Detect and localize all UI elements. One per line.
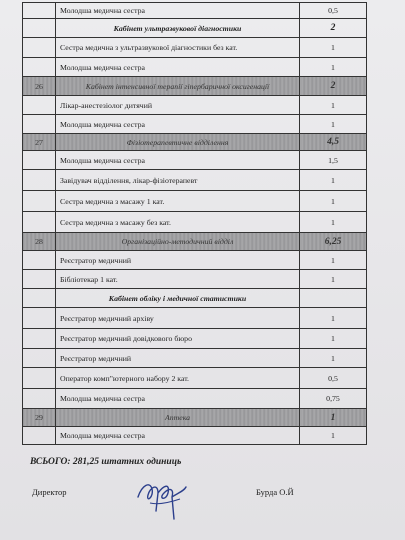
- row-quantity: 0,75: [300, 389, 367, 409]
- section-row: [23, 233, 367, 251]
- row-quantity: 1: [300, 329, 367, 349]
- row-number: [23, 270, 56, 289]
- table-row: [23, 170, 367, 191]
- table-row: [23, 38, 367, 58]
- row-number: 26: [23, 77, 56, 96]
- row-quantity: 0,5: [300, 368, 367, 389]
- table-row: [23, 389, 367, 409]
- row-name: Лікар-анестезіолог дитячий: [56, 96, 300, 115]
- row-quantity: 6,25: [300, 233, 367, 251]
- row-number: [23, 38, 56, 58]
- row-name: Організаційно-методичний відділ: [56, 233, 300, 251]
- table-row: [23, 251, 367, 270]
- row-name: Фізіотерапевтичне відділення: [56, 134, 300, 151]
- table-row: [23, 3, 367, 19]
- row-quantity: 1: [300, 349, 367, 368]
- row-name: Реєстратор медичний архіву: [56, 308, 300, 329]
- row-name: Кабінет ультразвукової діагностики: [56, 19, 300, 38]
- row-number: [23, 308, 56, 329]
- signer-name: Бурда О.Й: [256, 487, 294, 497]
- row-number: [23, 212, 56, 233]
- row-number: [23, 289, 56, 308]
- row-name: Сестра медична з масажу 1 кат.: [56, 191, 300, 212]
- section-row: [23, 77, 367, 96]
- row-name: Молодша медична сестра: [56, 58, 300, 77]
- section-row: [23, 409, 367, 427]
- row-quantity: 1: [300, 308, 367, 329]
- row-number: [23, 151, 56, 170]
- row-number: [23, 329, 56, 349]
- row-number: [23, 3, 56, 19]
- row-quantity: 1: [300, 251, 367, 270]
- table-row: [23, 212, 367, 233]
- row-quantity: 1,5: [300, 151, 367, 170]
- row-number: [23, 96, 56, 115]
- row-number: [23, 170, 56, 191]
- row-number: [23, 368, 56, 389]
- table-row: [23, 368, 367, 389]
- row-quantity: 1: [300, 191, 367, 212]
- row-quantity: 1: [300, 212, 367, 233]
- table-row: [23, 427, 367, 445]
- table-row: [23, 270, 367, 289]
- table-row: [23, 191, 367, 212]
- row-quantity: 2: [300, 77, 367, 96]
- row-quantity: 1: [300, 170, 367, 191]
- staff-table-body: [23, 3, 367, 445]
- row-number: [23, 427, 56, 445]
- director-label: Директор: [32, 487, 67, 497]
- row-name: Реєстратор медичний: [56, 349, 300, 368]
- row-number: [23, 115, 56, 134]
- section-row: [23, 19, 367, 38]
- row-number: 28: [23, 233, 56, 251]
- row-quantity: 1: [300, 96, 367, 115]
- row-number: [23, 58, 56, 77]
- row-number: [23, 251, 56, 270]
- row-name: Кабінет обліку і медичної статистики: [56, 289, 300, 308]
- staff-table: [22, 2, 367, 445]
- table-row: [23, 349, 367, 368]
- row-quantity: 1: [300, 38, 367, 58]
- row-name: Реєстратор медичний: [56, 251, 300, 270]
- row-quantity: 1: [300, 58, 367, 77]
- row-name: Сестра медична з ультразвукової діагностики без кат.: [56, 38, 300, 58]
- row-name: Молодша медична сестра: [56, 115, 300, 134]
- row-name: Молодша медична сестра: [56, 151, 300, 170]
- row-number: [23, 191, 56, 212]
- row-name: Сестра медична з масажу без кат.: [56, 212, 300, 233]
- row-name: Оператор комп"ютерного набору 2 кат.: [56, 368, 300, 389]
- row-number: 29: [23, 409, 56, 427]
- row-quantity: 1: [300, 115, 367, 134]
- row-quantity: 4,5: [300, 134, 367, 151]
- row-quantity: 1: [300, 409, 367, 427]
- row-number: [23, 389, 56, 409]
- row-number: 27: [23, 134, 56, 151]
- table-row: [23, 96, 367, 115]
- row-name: Завідувач відділення, лікар-фізіотерапевт: [56, 170, 300, 191]
- section-row: [23, 134, 367, 151]
- signature-image: [128, 467, 198, 530]
- row-name: Молодша медична сестра: [56, 389, 300, 409]
- row-quantity: 1: [300, 270, 367, 289]
- table-row: [23, 58, 367, 77]
- row-quantity: 2: [300, 19, 367, 38]
- row-name: Молодша медична сестра: [56, 3, 300, 19]
- table-row: [23, 329, 367, 349]
- row-quantity: 1: [300, 427, 367, 445]
- row-number: [23, 349, 56, 368]
- row-name: Реєстратор медичний довідкового бюро: [56, 329, 300, 349]
- row-quantity: 0,5: [300, 3, 367, 19]
- table-row: [23, 308, 367, 329]
- table-row: [23, 115, 367, 134]
- table-row: [23, 151, 367, 170]
- row-name: Аптека: [56, 409, 300, 427]
- row-name: Кабінет інтенсивної терапії гіпербаричної оксигенації: [56, 77, 300, 96]
- row-name: Бібліотекар 1 кат.: [56, 270, 300, 289]
- total-line: ВСЬОГО: 281,25 штатних одиниць: [30, 457, 182, 467]
- row-name: Молодша медична сестра: [56, 427, 300, 445]
- row-number: [23, 19, 56, 38]
- row-quantity: [300, 289, 367, 308]
- section-row: [23, 289, 367, 308]
